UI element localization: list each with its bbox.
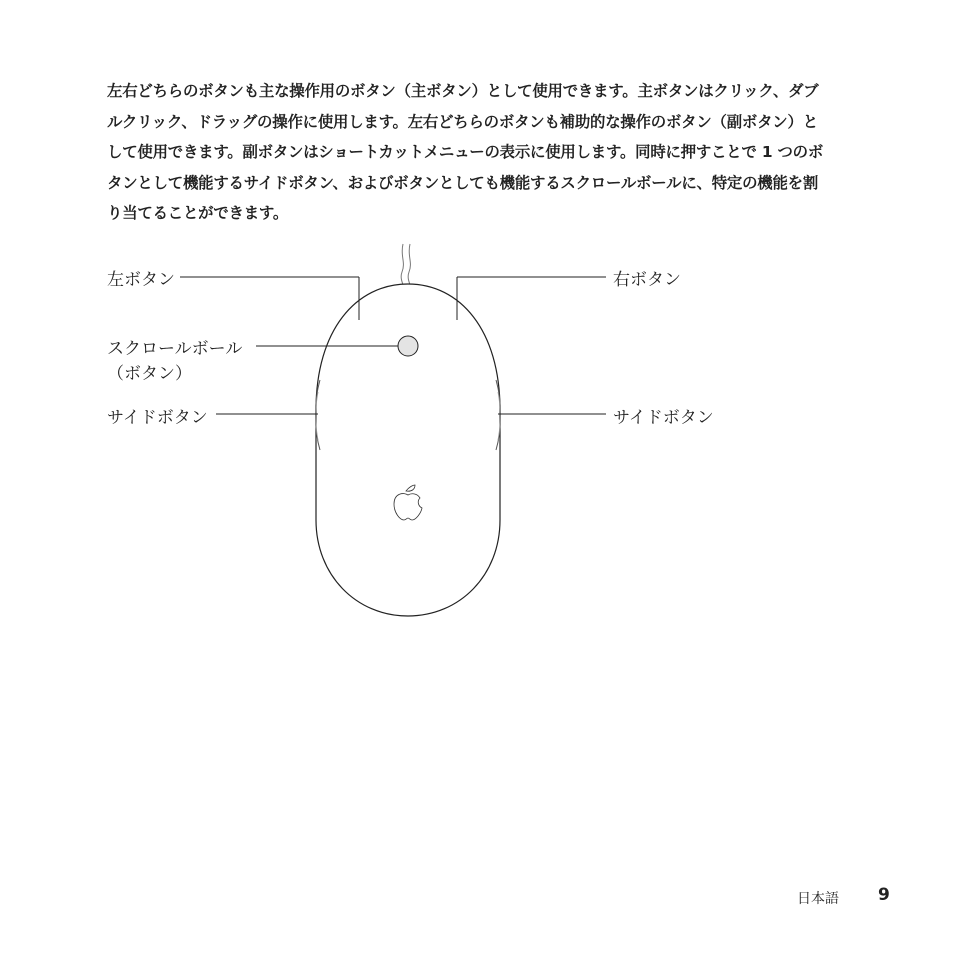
body-line: ルクリック、ドラッグの操作に使用します。左右どちらのボタンも補助的な操作のボタン（副ボタン）と xyxy=(107,112,818,131)
scroll-ball-label: スクロールボール xyxy=(107,339,243,359)
right-button-label: 右ボタン xyxy=(613,270,681,290)
body-line: して使用できます。副ボタンはショートカットメニューの表示に使用します。同時に押すことで 1 つのボ xyxy=(107,143,824,161)
mouse-cable xyxy=(401,244,404,290)
page-number: 9 xyxy=(878,885,890,905)
body-line: り当てることができます。 xyxy=(107,204,289,222)
left-button-label: 左ボタン xyxy=(107,270,175,290)
scroll-ball xyxy=(398,336,418,356)
side-button-label-right: サイドボタン xyxy=(613,408,714,428)
mouse-body xyxy=(316,284,500,616)
side-button-label-left: サイドボタン xyxy=(107,408,208,428)
scroll-ball-label-sub: （ボタン） xyxy=(107,364,192,384)
body-line: 左右どちらのボタンも主な操作用のボタン（主ボタン）として使用できます。主ボタンはクリック、ダブ xyxy=(107,82,819,100)
body-line: タンとして機能するサイドボタン、およびボタンとしても機能するスクロールボールに、特定の機能を割 xyxy=(107,173,819,192)
footer-language: 日本語 xyxy=(797,891,839,907)
mouse-cable xyxy=(408,244,411,290)
